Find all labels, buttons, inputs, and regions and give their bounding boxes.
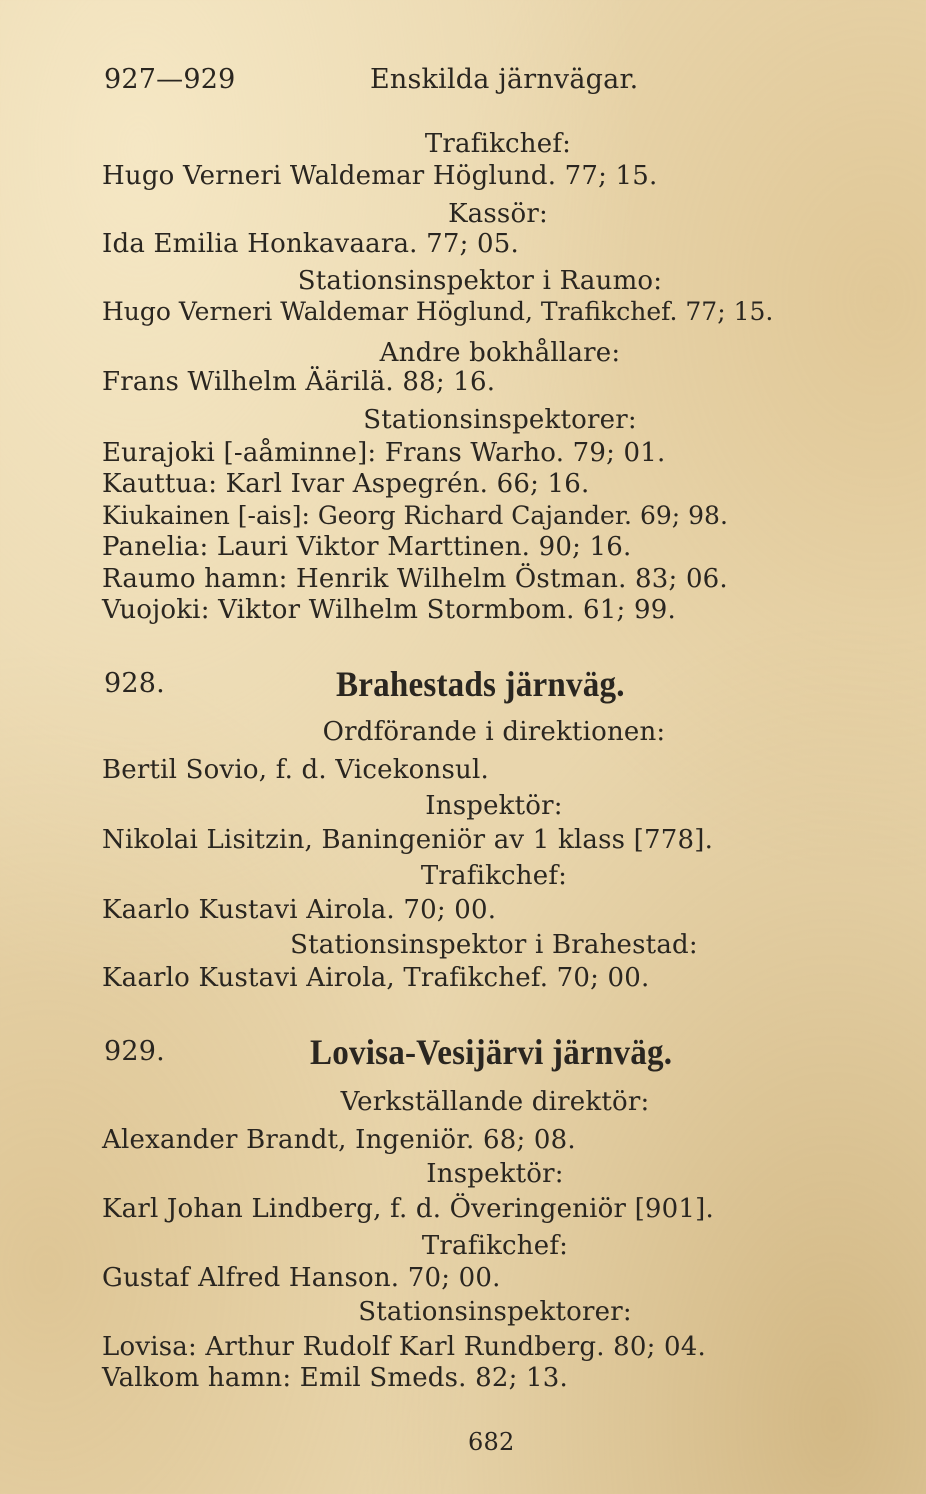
- section-title: Lovisa-Vesijärvi järnväg.: [310, 1032, 673, 1072]
- entry-line: Hugo Verneri Waldemar Höglund, Trafikchef. 77; 15.: [102, 297, 774, 326]
- entry-line: Kaarlo Kustavi Airola, Trafikchef. 70; 00.: [102, 963, 650, 993]
- entry-line: Bertil Sovio, f. d. Vicekonsul.: [102, 755, 489, 785]
- entry-line: Alexander Brandt, Ingeniör. 68; 08.: [102, 1125, 576, 1155]
- role-heading: Trafikchef:: [424, 129, 572, 159]
- section-title: Brahestads järnväg.: [336, 664, 625, 704]
- entry-line: Panelia: Lauri Viktor Marttinen. 90; 16.: [102, 532, 632, 562]
- role-heading: Inspektör:: [425, 791, 563, 821]
- entry-line: Lovisa: Arthur Rudolf Karl Rundberg. 80; 04.: [102, 1332, 706, 1362]
- entry-line: Eurajoki [-aåminne]: Frans Warho. 79; 01.: [102, 438, 666, 468]
- role-heading: Inspektör:: [426, 1159, 564, 1189]
- role-heading: Stationsinspektor i Brahestad:: [290, 930, 698, 960]
- role-heading: Ordförande i direktionen:: [322, 717, 666, 747]
- role-heading: Trafikchef:: [420, 861, 568, 891]
- entry-line: Kaarlo Kustavi Airola. 70; 00.: [102, 895, 497, 925]
- entry-line: Ida Emilia Honkavaara. 77; 05.: [102, 229, 519, 259]
- page-number: 682: [468, 1428, 515, 1456]
- role-heading: Stationsinspektorer:: [358, 1297, 632, 1327]
- entry-line: Karl Johan Lindberg, f. d. Överingeniör [901].: [102, 1194, 714, 1224]
- role-heading: Verkställande direktör:: [340, 1087, 650, 1117]
- entry-line: Vuojoki: Viktor Wilhelm Stormbom. 61; 99.: [102, 595, 676, 625]
- role-heading: Stationsinspektor i Raumo:: [297, 266, 663, 296]
- role-heading: Kassör:: [448, 199, 548, 229]
- entry-line: Kauttua: Karl Ivar Aspegrén. 66; 16.: [102, 469, 590, 499]
- page-range: 927—929: [104, 64, 236, 95]
- running-title: Enskilda järnvägar.: [370, 64, 639, 95]
- entry-line: Raumo hamn: Henrik Wilhelm Östman. 83; 06.: [102, 564, 728, 594]
- entry-line: Nikolai Lisitzin, Baningeniör av 1 klass [778].: [102, 825, 714, 855]
- entry-line: Valkom hamn: Emil Smeds. 82; 13.: [102, 1363, 568, 1393]
- section-number: 929.: [104, 1036, 165, 1067]
- entry-line: Kiukainen [-ais]: Georg Richard Cajander. 69; 98.: [102, 501, 728, 530]
- entry-line: Frans Wilhelm Äärilä. 88; 16.: [102, 367, 496, 397]
- role-heading: Stationsinspektorer:: [363, 405, 637, 435]
- entry-line: Hugo Verneri Waldemar Höglund. 77; 15.: [102, 161, 658, 191]
- entry-line: Gustaf Alfred Hanson. 70; 00.: [102, 1263, 501, 1293]
- role-heading: Trafikchef:: [421, 1231, 569, 1261]
- role-heading: Andre bokhållare:: [379, 338, 621, 368]
- section-number: 928.: [104, 668, 165, 699]
